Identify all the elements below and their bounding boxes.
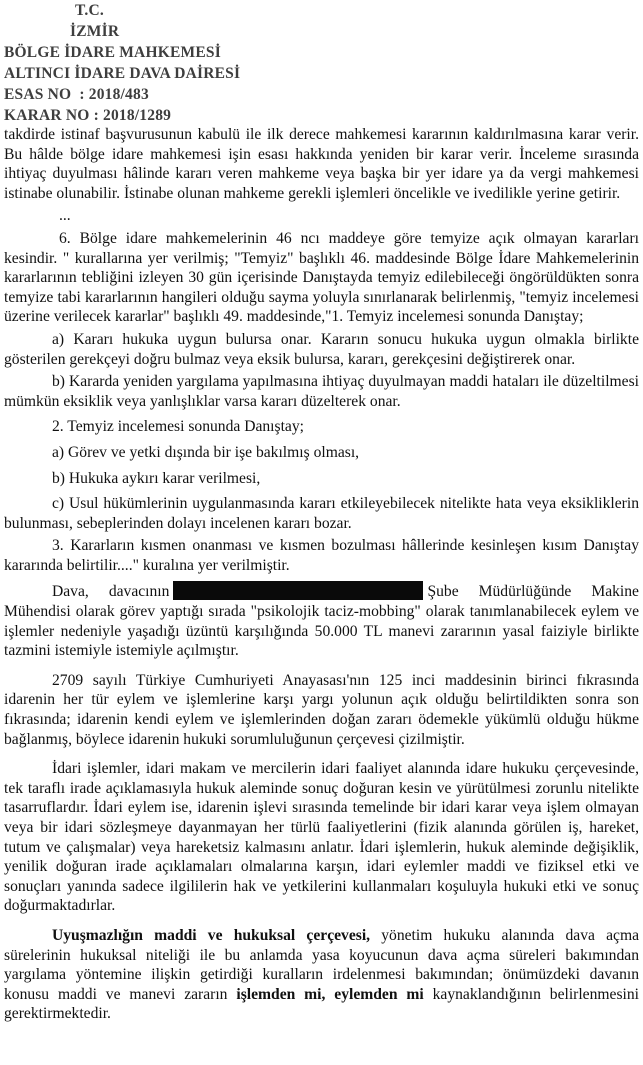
karar-value: : 2018/1289 xyxy=(93,107,172,124)
esas-number xyxy=(4,84,643,105)
paragraph-istinaf: takdirde istinaf başvurusunun kabulü ile ilk derece mahkemesi kararının kaldırılmasına karar verir. Bu hâlde bölge idare mahkemesi işin esası hakkında yeniden bir karar verir. İnceleme sırasında ihtiyaç duyulması hâlinde kararı veren mahkeme veya başka bir yer idare ya da vergi mahkemesi istinabe olunabilir. İstinabe olunan mahkeme gerekli işlemleri öncelikle ve ivedilikle yerine getirir. xyxy=(4,126,639,202)
tc-heading: T.C. xyxy=(75,2,104,19)
esas-value: : 2018/483 xyxy=(79,86,149,103)
chamber-heading: ALTINCI İDARE DAVA DAİRESİ xyxy=(4,65,241,82)
paragraph-article-6: 6. Bölge idare mahkemelerinin 46 ncı maddeye göre temyize açık olmayan kararları kesindir. " kurallarına yer verilmiş; "Temyiz" başlıklı 46. maddesinde Bölge İdare Mahkemelerinin kararlarının tebliğini izleyen 30 gün içerisinde Danıştayda temyiz edilebileceği öngörüldükten sonra temyize tabi kararlarının hangileri olduğu sayma yoluyla sınırlanarak belirlenmiş, "temyiz incelemesi üzerine verilecek kararlar" başlıklı 49. maddesinde,"1. Temyiz incelemesi sonunda Danıştay; xyxy=(4,229,639,326)
karar-label: KARAR NO xyxy=(4,107,90,124)
paragraph-2a: a) Görev ve yetki dışında bir işe bakılmış olması, xyxy=(52,443,360,461)
paragraph-2709: 2709 sayılı Türkiye Cumhuriyeti Anayasası'nın 125 inci maddesinin birinci fıkrasında idarenin her tür eylem ve işlemlerine karşı yargı yolunun açık olduğu belirtildikten sonra son fıkrasında; idarenin kendi eylem ve işlemlerinden doğan zararı ödemekle yükümlü olduğu hükme bağlanmış, böylece idarenin hukuki sorumluluğunun çerçevesi çizilmiştir. xyxy=(4,671,639,748)
document-header xyxy=(4,0,643,126)
bold-phrase-source: işlemden mi, eylemden mi xyxy=(236,985,424,1003)
city-heading: İZMİR xyxy=(70,23,120,40)
paragraph-2b: b) Hukuka aykırı karar verilmesi, xyxy=(52,469,261,487)
paragraph-1b: b) Kararda yeniden yargılama yapılmasına ihtiyaç duyulmayan maddi hataları ile düzeltilmesi mümkün eksiklik veya yanlışlıklar varsa kararı düzelterek onar. xyxy=(4,373,639,410)
uyusmazlik-middle: yönetim hukuku alanında dava açma sürelerinin hukuksal niteliği ile bu anlamda yasa koyucunun dava açma süreleri bakımından yargılama yöntemine ilişkin getirdiği kuralların irdelenmesi bakımından; önümüzdeki davanın konusu maddi ve manevi zararın xyxy=(4,926,639,1003)
ellipsis: ... xyxy=(59,207,71,225)
paragraph-uyusmazlik xyxy=(4,926,639,1024)
paragraph-2: 2. Temyiz incelemesi sonunda Danıştay; xyxy=(52,418,304,436)
court-heading: BÖLGE İDARE MAHKEMESİ xyxy=(4,44,221,61)
dava-start: Dava, davacının xyxy=(52,583,170,601)
dava-rest: Şube Müdürlüğünde Makine Mühendisi olarak görev yaptığı sırada "psikolojik taciz-mobbing" olarak tanımlanabilecek eylem ve işlemler nedeniyle yaşadığı üzüntü karşılığında 50.000 TL manevi zararının yasal faiziyle birlikte tazmini istemiyle istemiyle açılmıştır. xyxy=(4,583,639,660)
paragraph-dava xyxy=(4,581,639,660)
esas-label: ESAS NO xyxy=(4,86,72,103)
uyusmazlik-end: kaynaklandığının belirlenmesini gerektirmektedir. xyxy=(4,985,639,1023)
paragraph-2c: c) Usul hükümlerinin uygulanmasında kararı etkileyebilecek nitelikte hata veya eksikliklerin bulunması, sebeplerinden dolayı incelenen kararı bozar. xyxy=(4,495,639,532)
karar-number xyxy=(4,105,643,126)
document-body xyxy=(4,125,639,1027)
bold-phrase-framework: Uyuşmazlığın maddi ve hukuksal çerçevesi, xyxy=(52,926,371,944)
paragraph-1a: a) Kararı hukuka uygun bulursa onar. Kararın sonucu hukuka uygun olmakla birlikte gösterilen gerekçeyi doğru bulmaz veya eksik bulursa, kararı, gerekçesini değiştirerek onar. xyxy=(4,330,639,368)
redaction-box xyxy=(173,581,423,600)
paragraph-idari: İdari işlemler, idari makam ve mercilerin idari faaliyet alanında idare hukuku çerçevesinde, tek taraflı irade açıklamasıyla hukuk aleminde sonuç doğuran kesin ve yürütülmesi zorunlu nitelikte tasarruflardır. İdari eylem ise, idarenin işlevi sırasında temelinde bir idari karar veya işlem olmayan veya bir idari sözleşmeye dayanmayan her türlü faaliyetlerini (fizik alanında görülen iş, hareket, tutum ve çalışmalar) veya hareketsiz kalmasını anlatır. İdari işlemlerin, hukuk aleminde değişiklik, yenilik doğuran irade açıklamaları olmalarına karşın, idari eylemler maddi ve fiziksel etki ve sonuçları yanında sadece ilgililerin hak ve yetkilerini kullanmaları koşuluyla hukuki etki ve sonuç doğurmaktadırlar. xyxy=(4,760,639,915)
paragraph-3: 3. Kararların kısmen onanması ve kısmen bozulması hâllerinde kesinleşen kısım Danıştay kararında belirtilir...." kuralına yer verilmiştir. xyxy=(4,537,639,574)
